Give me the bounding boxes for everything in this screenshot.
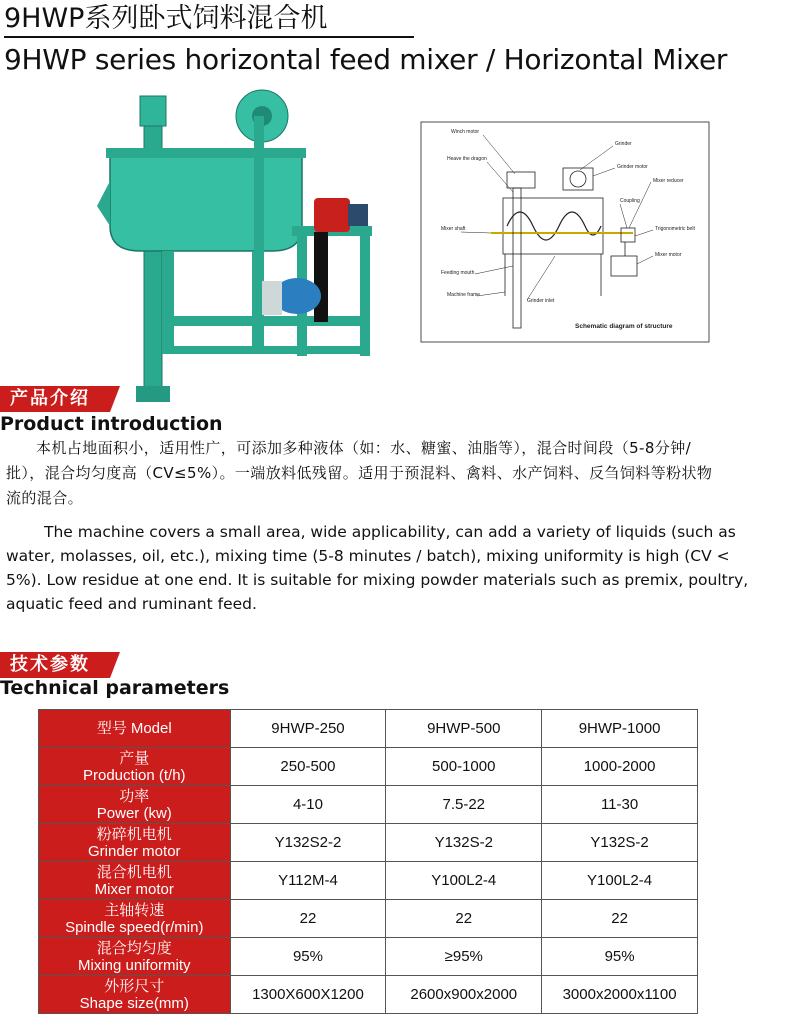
row-label-cn: 型号	[96, 720, 127, 737]
structure-schematic	[415, 116, 715, 348]
table-row	[39, 710, 698, 748]
table-row	[39, 748, 698, 786]
row-label-en: Grinder motor	[88, 842, 181, 860]
label-grinder: Grinder	[615, 141, 632, 147]
label-heave-the-dragon: Heave the dragon	[447, 156, 487, 162]
table-cell: Y100L2-4	[386, 862, 542, 900]
row-label-cn: 外形尺寸	[104, 977, 165, 995]
table-row	[39, 824, 698, 862]
row-label	[39, 786, 231, 824]
row-label	[39, 748, 231, 786]
row-label	[39, 824, 231, 862]
label-mixer-shaft: Mixer shaft	[441, 226, 466, 232]
row-label	[39, 862, 231, 900]
row-label-en: Power (kw)	[96, 804, 172, 822]
row-label-en: Model	[130, 720, 172, 737]
label-winch-motor: Winch motor	[451, 129, 480, 135]
page-title-en: 9HWP series horizontal feed mixer / Horizontal Mixer	[4, 43, 728, 76]
row-label-en: Spindle speed(r/min)	[65, 918, 204, 936]
row-label	[39, 900, 231, 938]
table-cell: 3000x2000x1100	[542, 976, 698, 1014]
row-label-en: Shape size(mm)	[79, 994, 189, 1012]
row-label-cn: 产量	[119, 749, 150, 767]
label-mixer-reducer: Mixer reducer	[653, 178, 684, 184]
params-heading-cn: 技术参数	[0, 652, 110, 678]
row-label-cn: 主轴转速	[104, 901, 165, 919]
row-label	[39, 710, 231, 748]
intro-text-cn: 本机占地面积小，适用性广，可添加多种液体（如：水、糖蜜、油脂等），混合时间段（5-8分钟/批），混合均匀度高（CV≤5%）。一端放料低残留。适用于预混料、禽料、水产饲料、反刍饲料等粉状物流的混合。	[6, 439, 713, 507]
table-cell: 4-10	[230, 786, 386, 824]
row-label	[39, 938, 231, 976]
label-machine-frame: Machine frame	[447, 292, 481, 298]
label-grinder-motor: Grinder motor	[617, 164, 648, 170]
row-label-en: Mixer motor	[94, 880, 174, 898]
table-cell: 9HWP-250	[230, 710, 386, 748]
table-cell: Y132S-2	[386, 824, 542, 862]
row-label-en: Production (t/h)	[83, 766, 186, 784]
label-feeding-mouth: Feeding mouth	[441, 270, 475, 276]
intro-text-en: The machine covers a small area, wide applicability, can add a variety of liquids (such as water, molasses, oil, etc.), mixing time (5-8 minutes / batch), mixing uniformity is high (CV < 5%). Low residue at one end. It is suitable for mixing powder materials such as premix, poultry, aquatic feed and ruminant feed.	[6, 523, 749, 613]
parameters-table	[38, 709, 698, 1014]
table-cell: 1300X600X1200	[230, 976, 386, 1014]
table-row	[39, 786, 698, 824]
table-cell: 500-1000	[386, 748, 542, 786]
row-label-cn: 粉碎机电机	[96, 825, 172, 843]
table-cell: Y112M-4	[230, 862, 386, 900]
table-cell: 9HWP-500	[386, 710, 542, 748]
row-label-en: Mixing uniformity	[78, 956, 191, 974]
row-label-cn: 混合均匀度	[96, 939, 172, 957]
table-cell: ≥95%	[386, 938, 542, 976]
table-row	[39, 862, 698, 900]
label-grinder-inlet: Grinder inlet	[527, 298, 555, 304]
row-label-cn: 功率	[119, 787, 150, 805]
table-cell: Y100L2-4	[542, 862, 698, 900]
row-label	[39, 976, 231, 1014]
table-cell: 95%	[542, 938, 698, 976]
table-cell: 11-30	[542, 786, 698, 824]
table-cell: 9HWP-1000	[542, 710, 698, 748]
row-label-inline	[39, 720, 230, 737]
table-cell: 1000-2000	[542, 748, 698, 786]
row-label-cn: 混合机电机	[96, 863, 172, 881]
table-cell: 22	[230, 900, 386, 938]
table-cell: Y132S2-2	[230, 824, 386, 862]
table-cell: 95%	[230, 938, 386, 976]
table-row	[39, 938, 698, 976]
mixer-product-photo	[92, 86, 382, 408]
label-trigonometric-belt: Trigonometric belt	[655, 226, 695, 232]
params-heading-en: Technical parameters	[0, 677, 230, 699]
table-cell: 2600x900x2000	[386, 976, 542, 1014]
table-cell: 7.5-22	[386, 786, 542, 824]
label-mixer-motor: Mixer motor	[655, 252, 682, 258]
schematic-caption: Schematic diagram of structure	[575, 323, 673, 330]
table-cell: 22	[386, 900, 542, 938]
table-row	[39, 976, 698, 1014]
table-cell: 22	[542, 900, 698, 938]
intro-heading-en: Product introduction	[0, 413, 223, 435]
intro-heading-cn: 产品介绍	[0, 386, 110, 412]
label-coupling: Coupling	[620, 198, 640, 204]
table-cell: Y132S-2	[542, 824, 698, 862]
page-title-cn: 9HWP系列卧式饲料混合机	[4, 2, 414, 38]
table-cell: 250-500	[230, 748, 386, 786]
table-row	[39, 900, 698, 938]
